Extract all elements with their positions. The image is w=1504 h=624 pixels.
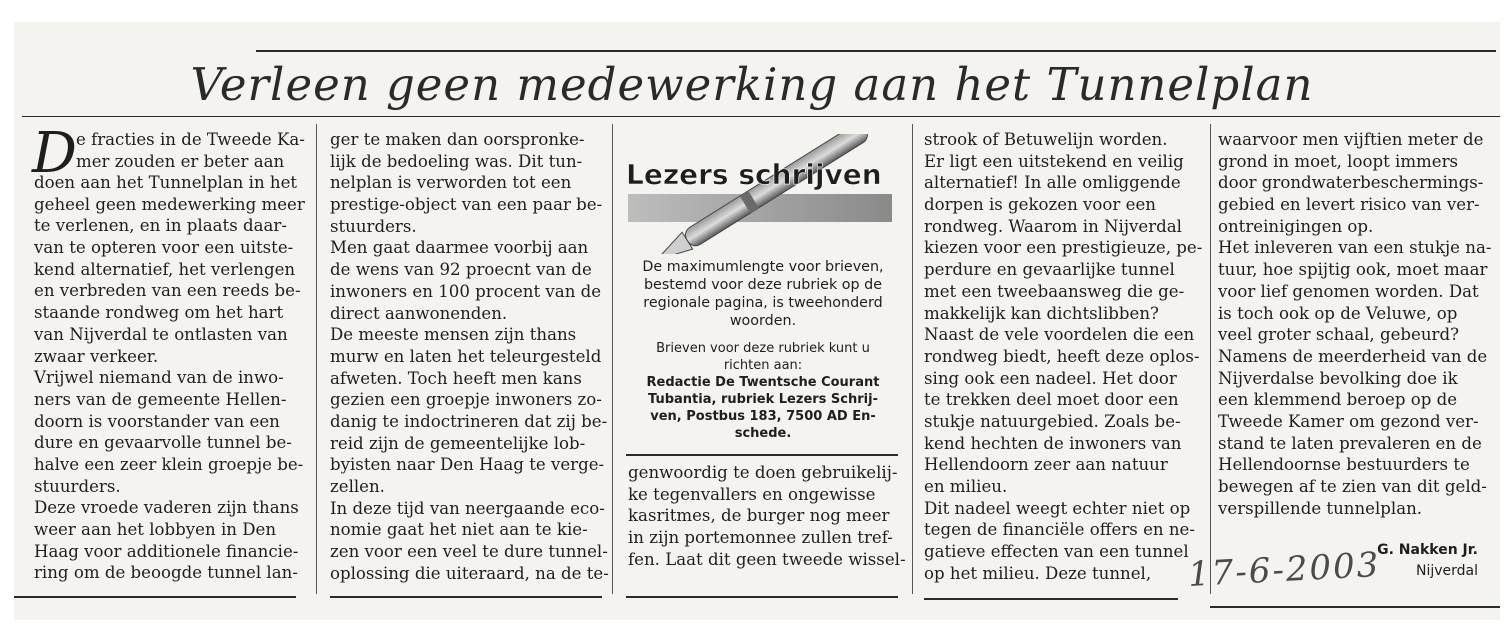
text-line: dure en gevaarvolle tunnel be- — [34, 433, 292, 453]
text-line: perdure en gevaarlijke tunnel — [924, 260, 1175, 280]
text-line: ontreinigingen op. — [1218, 216, 1374, 236]
text-line: schede. — [734, 426, 792, 441]
text-line: gatieve effecten van een tunnel — [924, 542, 1189, 562]
column-separator — [316, 124, 317, 594]
text-line: makkelijk kan dichtslibben? — [924, 303, 1159, 323]
article-column-3 — [628, 462, 906, 570]
text-line: gebied en levert risico van ver- — [1218, 195, 1480, 215]
text-line: dorpen is gekozen voor een — [924, 195, 1156, 215]
text-line: Haag voor additionele financie- — [34, 541, 299, 561]
text-line: Namens de meerderheid van de — [1218, 346, 1488, 366]
top-rule — [256, 50, 1496, 52]
text-line: in zijn portemonnee zullen tref- — [628, 528, 893, 548]
text-line: ners van de gemeente Hellen- — [34, 389, 287, 409]
text-line: fen. Laat dit geen tweede wissel- — [628, 549, 906, 569]
text-line: nomie gaat het niet aan te kie- — [330, 520, 588, 540]
text-line: tegen de financiële offers en ne- — [924, 520, 1195, 540]
article-column-4 — [924, 129, 1202, 584]
column-separator — [612, 124, 613, 594]
bottom-rule — [330, 596, 602, 598]
text-line: nelplan is verworden tot een — [330, 173, 572, 193]
handwritten-date: 17-6-2003 — [1187, 544, 1382, 596]
column-separator — [1210, 124, 1211, 594]
text-line: stukje natuurgebied. Zoals be- — [924, 411, 1181, 431]
text-line: halve een zeer klein groepje be- — [34, 454, 304, 474]
text-line: veel groter schaal, gebeurd? — [1218, 325, 1459, 345]
text-line: Deze vroede vaderen zijn thans — [34, 498, 299, 518]
text-line: woorden. — [729, 313, 797, 329]
text-line: door grondwaterbeschermings- — [1218, 173, 1484, 193]
text-line: reid zijn de gemeentelijke lob- — [330, 433, 586, 453]
text-line: stand te laten prevaleren en de — [1218, 433, 1482, 453]
text-line: stuurders. — [330, 216, 417, 236]
text-line: zwaar verkeer. — [34, 346, 159, 366]
text-line: Tweede Kamer om gezond ver- — [1218, 411, 1479, 431]
text-line: tuur, hoe spijtig ook, moet maar — [1218, 260, 1488, 280]
text-line: te trekken deel moet door een — [924, 390, 1179, 410]
text-line: afweten. Toch heeft men kans — [330, 368, 582, 388]
text-line: ven, Postbus 183, 7500 AD En- — [650, 409, 876, 424]
text-line: danig te indoctrineren dat zij be- — [330, 411, 608, 431]
author-place: Nijverdal — [1415, 563, 1478, 579]
text-line: ger te maken dan oorspronke- — [330, 130, 585, 149]
text-line: Redactie De Twentsche Courant — [646, 375, 880, 390]
text-line: te verlenen, en in plaats daar- — [34, 216, 287, 236]
text-line: rondweg biedt, heeft deze oplos- — [924, 346, 1200, 366]
column-separator — [912, 124, 913, 594]
text-line: byisten naar Den Haag te verge- — [330, 455, 605, 475]
text-line: mer zouden er beter aan — [76, 151, 285, 171]
text-line: Dit nadeel weegt echter niet op — [924, 498, 1191, 518]
text-line: op het milieu. Deze tunnel, — [924, 563, 1152, 583]
text-line: Hellendoornse bestuurders te — [1218, 455, 1470, 475]
rubric-intro — [618, 258, 908, 330]
text-line: verspillende tunnelplan. — [1218, 498, 1423, 518]
text-line: zen voor een veel te dure tunnel- — [330, 542, 608, 562]
text-line: e fracties in de Tweede Ka- — [76, 130, 305, 149]
text-line: geheel geen medewerking meer — [34, 194, 305, 214]
text-line: van te opteren voor een uitste- — [34, 238, 294, 258]
text-line: zellen. — [330, 477, 385, 496]
text-line: murw en laten het teleurgesteld — [330, 346, 602, 366]
text-line: bewegen af te zien van dit geld- — [1218, 477, 1487, 496]
text-line: Nijverdalse bevolking doe ik — [1218, 368, 1458, 388]
bottom-rule — [1210, 606, 1500, 608]
text-line: direct aanwonenden. — [330, 303, 508, 323]
text-line: gezien een groepje inwoners zo- — [330, 390, 602, 410]
rubric-address — [618, 374, 908, 442]
text-line: De maximumlengte voor brieven, — [642, 259, 884, 275]
text-line: en milieu. — [924, 477, 1008, 496]
text-line: ke tegenvallers en ongewisse — [628, 484, 876, 504]
text-line: stuurders. — [34, 476, 121, 496]
lezers-schrijven-logo — [622, 134, 900, 254]
text-line: prestige-object van een paar be- — [330, 195, 603, 215]
text-line: Men gaat daarmee voorbij aan — [330, 238, 589, 258]
text-line: is toch ook op de Veluwe, op — [1218, 303, 1458, 323]
text-line: rondweg. Waarom in Nijverdal — [924, 216, 1182, 236]
article-column-2 — [330, 129, 609, 584]
text-line: Naast de vele voordelen die een — [924, 325, 1195, 345]
text-line: kasritmes, de burger nog meer — [628, 506, 890, 526]
rubric-address-intro — [618, 340, 908, 374]
bottom-rule — [14, 596, 296, 598]
text-line: doen aan het Tunnelplan in het — [34, 173, 298, 192]
text-line: voor lief genomen worden. Dat — [1218, 281, 1479, 301]
text-line: de wens van 92 proecnt van de — [330, 260, 592, 280]
text-line: Er ligt een uitstekend en veilig — [924, 151, 1184, 171]
text-line: lijk de bedoeling was. Dit tun- — [330, 151, 583, 171]
text-line: doorn is voorstander van een — [34, 411, 280, 431]
rubric-box-rule — [626, 454, 898, 456]
article-column-1-body — [34, 172, 305, 584]
text-line: kend hechten de inwoners van — [924, 433, 1182, 453]
text-line: kiezen voor een prestigieuze, pe- — [924, 238, 1203, 258]
text-line: sing ook een nadeel. Het door — [924, 368, 1177, 388]
text-line: Hellendoorn zeer aan natuur — [924, 455, 1168, 475]
text-line: strook of Betuwelijn worden. — [924, 130, 1168, 149]
text-line: van Nijverdal te ontlasten van — [34, 324, 288, 344]
text-line: inwoners en 100 procent van de — [330, 281, 602, 301]
article-column-5 — [1218, 129, 1491, 519]
text-line: grond in moet, loopt immers — [1218, 151, 1459, 171]
text-line: In deze tijd van neergaande eco- — [330, 498, 605, 518]
author-signature — [1377, 540, 1478, 582]
bottom-rule — [626, 596, 898, 598]
text-line: regionale pagina, is tweehonderd — [643, 295, 883, 311]
text-line: en verbreden van een reeds be- — [34, 281, 301, 301]
text-line: waarvoor men vijftien meter de — [1218, 130, 1484, 149]
text-line: richten aan: — [723, 358, 803, 373]
text-line: Brieven voor deze rubriek kunt u — [656, 341, 870, 356]
text-line: met een tweebaansweg die ge- — [924, 281, 1185, 301]
text-line: weer aan het lobbyen in Den — [34, 520, 277, 539]
text-line: staande rondweg om het hart — [34, 303, 284, 323]
text-line: alternatief! In alle omliggende — [924, 173, 1181, 193]
text-line: Tubantia, rubriek Lezers Schrij- — [648, 392, 878, 407]
text-line: De meeste mensen zijn thans — [330, 325, 577, 345]
text-line: kend alternatief, het verlengen — [34, 259, 296, 279]
text-line: bestemd voor deze rubriek op de — [643, 277, 883, 293]
headline-rule — [22, 116, 1500, 117]
article-column-1 — [76, 129, 305, 172]
logo-text: Lezers schrijven — [626, 158, 882, 191]
drop-cap: D — [32, 121, 77, 186]
headline: Verleen geen medewerking aan het Tunnelplan — [190, 58, 1314, 111]
text-line: Het inleveren van een stukje na- — [1218, 238, 1492, 258]
text-line: oplossing die uiteraard, na de te- — [330, 563, 609, 583]
text-line: ring om de beoogde tunnel lan- — [34, 563, 298, 583]
bottom-rule — [924, 598, 1178, 600]
author-name: G. Nakken Jr. — [1377, 542, 1478, 558]
text-line: Vrijwel niemand van de inwo- — [34, 368, 284, 388]
text-line: een klemmend beroep op de — [1218, 390, 1458, 410]
text-line: genwoordig te doen gebruikelij- — [628, 463, 898, 482]
